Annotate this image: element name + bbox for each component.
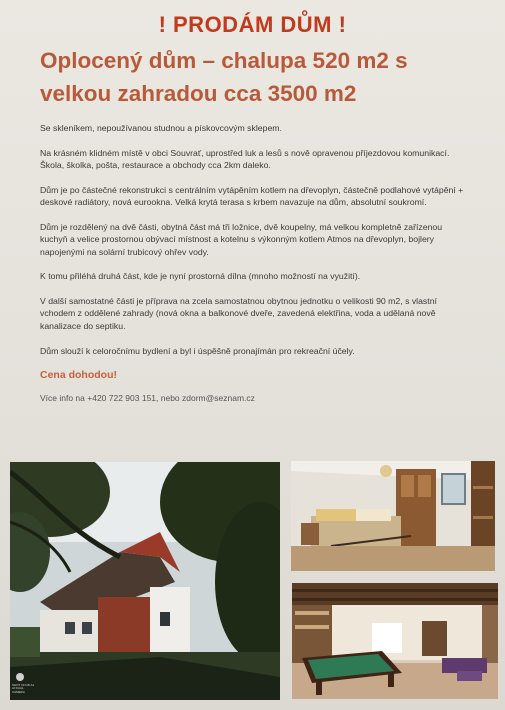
house-exterior-photo (10, 462, 280, 700)
paragraph-1: Se skleníkem, nepoužívanou studnou a pískovcovým sklepem. (40, 123, 282, 133)
price-note: Cena dohodou! (40, 369, 117, 382)
billiard-room-photo (292, 583, 498, 699)
flyer-title (40, 44, 490, 110)
paragraph-7: Dům slouží k celoročnímu bydlení a byl i úspěšně pronajímán pro rekreační účely. (40, 345, 355, 356)
flyer-body (40, 122, 465, 416)
title-line-2: velkou zahradou cca 3500 m2 (40, 81, 357, 106)
paragraph-6: V další samostatné části je příprava na zcela samostatnou obytnou jednotku o velikosti 90 m2, s vlastní vchodem z oddělené zahrady (nová okna a balkonové dveře, zavedená elektřina, voda a udělaná nově kanalizace do septiku. (40, 296, 437, 331)
paragraph-4: Dům je rozdělený na dvě části, obytná část má tři ložnice, dvě koupelny, má velkou kompletně zařízenou kuchyň a velice prostornou obývací místnost a kotelnu s výkonným kotlem Atmos na dřevoplyn, bojlery napojenými na solární trubicový ohřev vody. (40, 221, 443, 257)
house-exterior-illustration (10, 462, 280, 700)
camera-watermark: SHOT ON MI A1 AI DUAL CAMERA (12, 682, 35, 694)
title-line-1: Oplocený dům – chalupa 520 m2 s (40, 48, 408, 73)
bedroom-photo (291, 461, 495, 571)
contact-info: Více info na +420 722 903 151, nebo zdorm@seznam.cz (40, 392, 255, 403)
paragraph-2: Na krásném klidném místě v obci Souvrať, uprostřed luk a lesů s nově opravenou příjezdovou komunikací. Škola, školka, pošta, restaurace a obchody cca 2km daleko. (40, 147, 450, 171)
flyer-headline: ! PRODÁM DŮM ! (158, 12, 347, 37)
billiard-room-illustration (292, 583, 498, 699)
bedroom-illustration (291, 461, 495, 571)
paragraph-3: Dům je po částečné rekonstrukci s centrálním vytápěním kotlem na dřevoplyn, částečně podlahové vytápění + deskové radiátory, nová eurookna. Velká krytá terasa s krbem navazuje na dům, absolutní soukromí. (40, 184, 464, 208)
paragraph-5: K tomu přiléhá druhá část, kde je nyní prostorná dílna (mnoho možností na využití). (40, 271, 361, 282)
